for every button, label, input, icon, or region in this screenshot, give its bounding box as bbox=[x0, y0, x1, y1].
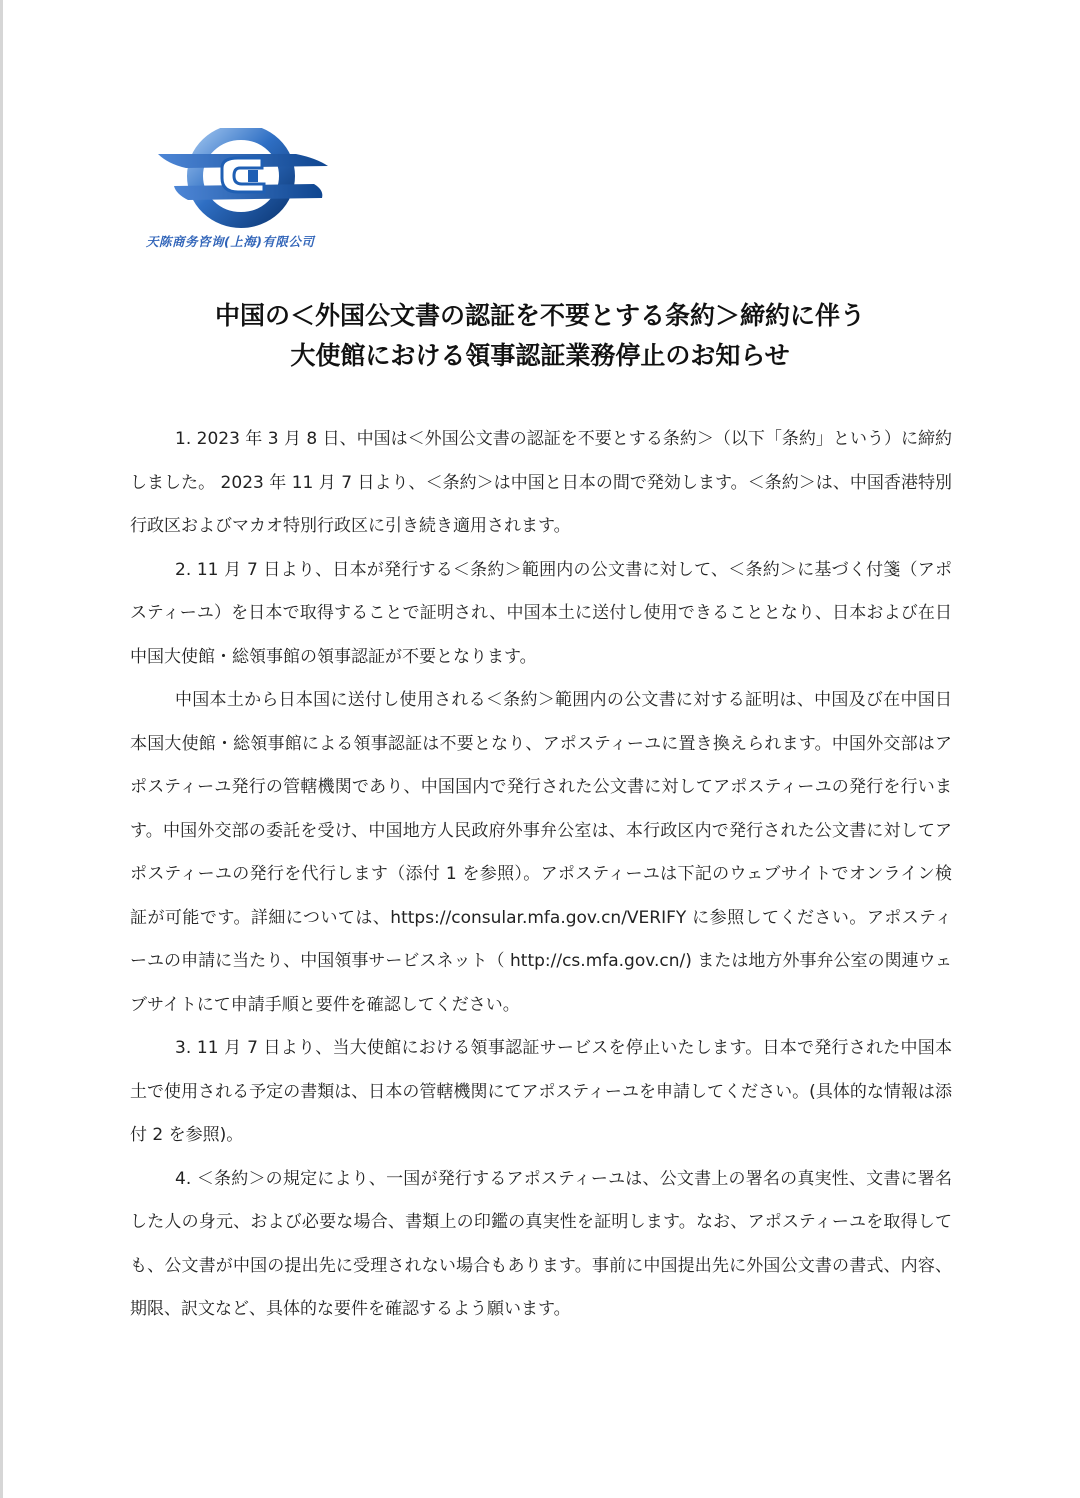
company-logo bbox=[146, 128, 346, 258]
notice-body bbox=[130, 418, 952, 1332]
page-title bbox=[0, 296, 1080, 376]
paragraph-5: 4. ＜条約＞の規定により、一国が発行するアポスティーユは、公文書上の署名の真実性、文書に署名した人の身元、および必要な場合、書類上の印鑑の真実性を証明します。なお、アポスティーユを取得しても、公文書が中国の提出先に受理されない場合もあります。事前に中国提出先に外国公文書の書式、内容、期限、訳文など、具体的な要件を確認するよう願います。 bbox=[130, 1168, 952, 1319]
page-edge bbox=[0, 0, 3, 1498]
paragraph-3: 中国本土から日本国に送付し使用される＜条約＞範囲内の公文書に対する証明は、中国及び在中国日本国大使館・総領事館による領事認証は不要となり、アポスティーユに置き換えられます。中国外交部はアポスティーユ発行の管轄機関であり、中国国内で発行された公文書に対してアポスティーユの発行を行います。中国外交部の委託を受け、中国地方人民政府外事弁公室は、本行政区内で発行された公文書に対してアポスティーユの発行を代行します（添付 1 を参照）。アポスティーユは下記のウェブサイトでオンライン検証が可能です。詳細については、https://consular.mfa.gov.cn/VERIFY に参照してください。アポスティーユの申請に当たり、中国領事サービスネット（ http://cs.mfa.gov.cn/) または地方外事弁公室の関連ウェブサイトにて申請手順と要件を確認してください。 bbox=[130, 690, 952, 1015]
company-logo-icon bbox=[146, 128, 346, 228]
title-line-1: 中国の＜外国公文書の認証を不要とする条約＞締約に伴う bbox=[214, 301, 865, 330]
paragraph-2: 2. 11 月 7 日より、日本が発行する＜条約＞範囲内の公文書に対して、＜条約＞に基づく付箋（アポスティーユ）を日本で取得することで証明され、中国本土に送付し使用できることとなり、日本および在日中国大使館・総領事館の領事認証が不要となります。 bbox=[130, 559, 952, 667]
paragraph-4: 3. 11 月 7 日より、当大使館における領事認証サービスを停止いたします。日本で発行された中国本土で使用される予定の書類は、日本の管轄機関にてアポスティーユを申請してください。(具体的な情報は添付 2 を参照)。 bbox=[130, 1038, 952, 1145]
company-name-caption: 天陈商务咨询(上海)有限公司 bbox=[146, 234, 315, 249]
title-line-2: 大使館における領事認証業務停止のお知らせ bbox=[290, 341, 790, 370]
paragraph-1: 1. 2023 年 3 月 8 日、中国は＜外国公文書の認証を不要とする条約＞（以下「条約」という）に締約しました。 2023 年 11 月 7 日より、＜条約＞は中国と日本の間で発効します。＜条約＞は、中国香港特別行政区およびマカオ特別行政区に引き続き適用されます。 bbox=[130, 429, 952, 536]
